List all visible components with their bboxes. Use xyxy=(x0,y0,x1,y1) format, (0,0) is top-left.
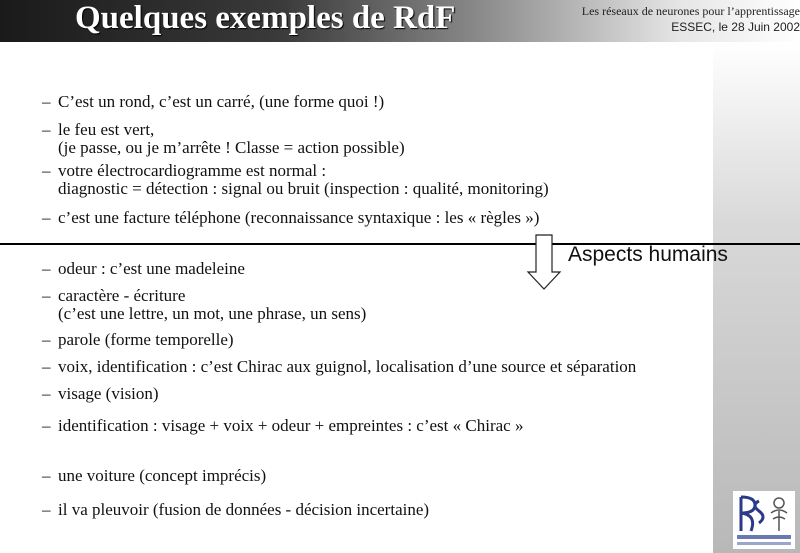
list-item xyxy=(42,331,234,349)
slide-subtitle-course: Les réseaux de neurones pour l’apprentissage xyxy=(581,4,800,18)
list-item xyxy=(42,209,539,227)
list-item-text: il va pleuvoir (fusion de données - décision incertaine) xyxy=(58,500,430,519)
list-item-text: une voiture (concept imprécis) xyxy=(58,466,267,485)
decorative-side-band xyxy=(713,42,800,553)
list-item xyxy=(42,121,405,157)
dash-bullet: – xyxy=(42,120,51,139)
list-item-text: visage (vision) xyxy=(58,384,159,403)
list-item xyxy=(42,467,266,485)
list-item xyxy=(42,260,245,278)
down-arrow-icon xyxy=(526,234,562,292)
list-item xyxy=(42,287,366,323)
list-item xyxy=(42,358,636,376)
list-item-text: parole (forme temporelle) xyxy=(58,330,234,349)
dash-bullet: – xyxy=(42,208,51,227)
list-item-text: c’est une facture téléphone (reconnaissance syntaxique : les « règles ») xyxy=(58,208,540,227)
list-item-text: caractère - écriture xyxy=(58,286,186,305)
dash-bullet: – xyxy=(42,466,51,485)
list-item xyxy=(42,417,523,435)
list-item xyxy=(42,501,429,519)
slide-subtitle-date: ESSEC, le 28 Juin 2002 xyxy=(671,20,800,34)
dash-bullet: – xyxy=(42,500,51,519)
slide-title: Quelques exemples de RdF xyxy=(75,0,456,36)
dash-bullet: – xyxy=(42,161,51,180)
dash-bullet: – xyxy=(42,357,51,376)
list-item xyxy=(42,162,549,198)
dash-bullet: – xyxy=(42,384,51,403)
dash-bullet: – xyxy=(42,286,51,305)
list-item xyxy=(42,385,159,403)
aspects-humains-label: Aspects humains xyxy=(568,243,728,266)
list-item-continuation: (je passe, ou je m’arrête ! Classe = action possible) xyxy=(58,138,405,157)
list-item-text: odeur : c’est une madeleine xyxy=(58,259,245,278)
list-item-continuation: (c’est une lettre, un mot, une phrase, un sens) xyxy=(58,304,367,323)
list-item-text: voix, identification : c’est Chirac aux guignol, localisation d’une source et séparation xyxy=(58,357,637,376)
list-item-continuation: diagnostic = détection : signal ou bruit (inspection : qualité, monitoring) xyxy=(58,179,549,198)
list-item-text: votre électrocardiogramme est normal : xyxy=(58,161,327,180)
list-item-text: identification : visage + voix + odeur + empreintes : c’est « Chirac » xyxy=(58,416,524,435)
list-item-text: C’est un rond, c’est un carré, (une forme quoi !) xyxy=(58,92,385,111)
dash-bullet: – xyxy=(42,259,51,278)
dash-bullet: – xyxy=(42,330,51,349)
list-item xyxy=(42,93,384,111)
dash-bullet: – xyxy=(42,92,51,111)
list-item-text: le feu est vert, xyxy=(58,120,155,139)
dash-bullet: – xyxy=(42,416,51,435)
institution-logo xyxy=(733,491,795,549)
